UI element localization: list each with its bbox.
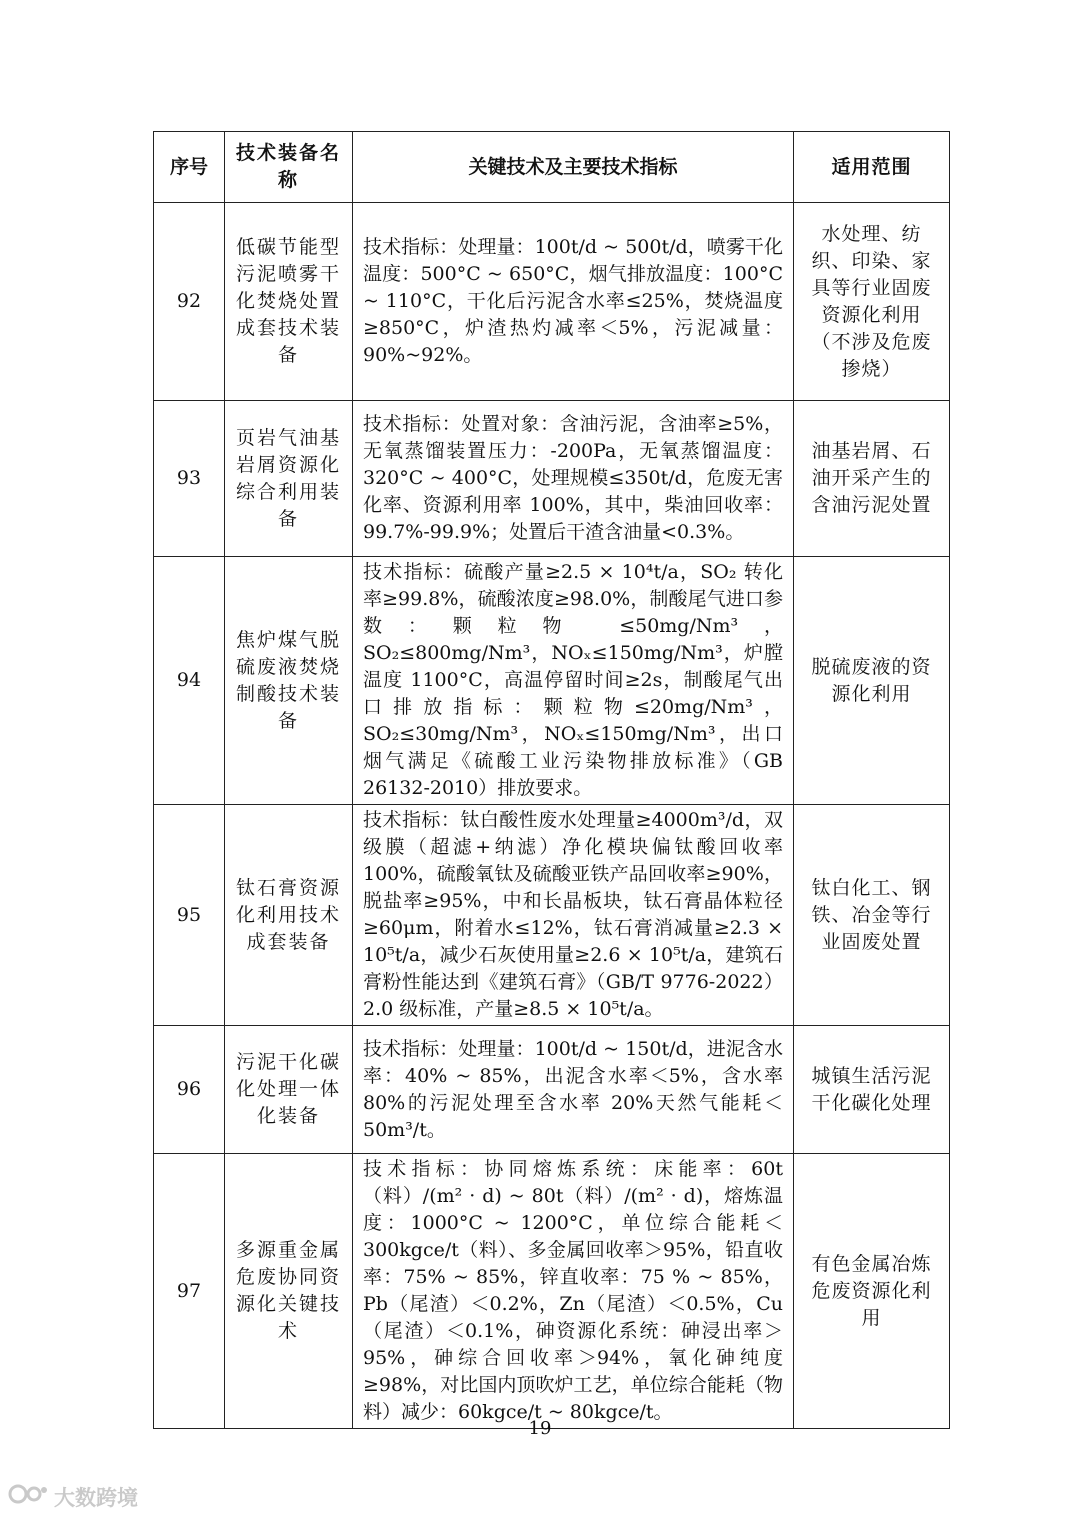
row-key-tech: 技术指标：协同熔炼系统：床能率：60t（料）/(m² · d) ~ 80t（料）/(m² · d)，熔炼温度：1000°C ~ 1200°C，单位综合能耗＜300kgce/t（料）、多金属回收率＞95%，铅直收率：75% ~ 85%，锌直收率：75 % ~ 85%，Pb（尾渣）＜0.2%，Zn（尾渣）＜0.5%，Cu（尾渣）＜0.1%，砷资源化系统：砷浸出率＞95%，砷综合回收率＞94%，氧化砷纯度≥98%，对比国内顶吹炉工艺，单位综合能耗（物料）减少：60kgce/t ~ 80kgce/t。: [353, 1154, 794, 1429]
row-scope: 有色金属冶炼危废资源化利用: [794, 1154, 950, 1429]
watermark: [8, 1480, 138, 1513]
row-equipment-name: 多源重金属危废协同资源化关键技术: [225, 1154, 353, 1429]
table-row: [154, 401, 950, 557]
row-scope: 钛白化工、钢铁、冶金等行业固废处置: [794, 805, 950, 1026]
row-equipment-name: 焦炉煤气脱硫废液焚烧制酸技术装备: [225, 557, 353, 805]
row-equipment-name: 低碳节能型污泥喷雾干化焚烧处置成套技术装备: [225, 203, 353, 401]
watermark-logo-icon: [8, 1480, 48, 1513]
table-row: [154, 805, 950, 1026]
row-equipment-name: 钛石膏资源化利用技术成套装备: [225, 805, 353, 1026]
header-equipment-name: 技术装备名称: [225, 132, 353, 203]
row-equipment-name: 页岩气油基岩屑资源化综合利用装备: [225, 401, 353, 557]
table-row: [154, 1154, 950, 1429]
header-seq: 序号: [154, 132, 225, 203]
row-key-tech: 技术指标：钛白酸性废水处理量≥4000m³/d，双级膜（超滤+纳滤）净化模块偏钛酸回收率 100%，硫酸氧钛及硫酸亚铁产品回收率≥90%，脱盐率≥95%，中和长晶板块，钛石膏晶体粒径≥60μm，附着水≤12%，钛石膏消减量≥2.3 × 10⁵t/a，减少石灰使用量≥2.6 × 10⁵t/a，建筑石膏粉性能达到《建筑石膏》（GB/T 9776-2022）2.0 级标准，产量≥8.5 × 10⁵t/a。: [353, 805, 794, 1026]
row-seq: 92: [154, 203, 225, 401]
row-seq: 97: [154, 1154, 225, 1429]
row-scope: 油基岩屑、石油开采产生的含油污泥处置: [794, 401, 950, 557]
row-key-tech: 技术指标：处置对象：含油污泥，含油率≥5%，无氧蒸馏装置压力：-200Pa，无氧蒸馏温度：320°C ~ 400°C，处理规模≤350t/d，危废无害化率、资源利用率 100%，其中，柴油回收率：99.7%-99.9%；处置后干渣含油量<0.3%。: [353, 401, 794, 557]
row-scope: 脱硫废液的资源化利用: [794, 557, 950, 805]
table-row: [154, 557, 950, 805]
table-row: [154, 1026, 950, 1154]
row-equipment-name: 污泥干化碳化处理一体化装备: [225, 1026, 353, 1154]
row-seq: 96: [154, 1026, 225, 1154]
table-row: [154, 203, 950, 401]
row-seq: 95: [154, 805, 225, 1026]
technology-table: [153, 131, 950, 1429]
row-seq: 93: [154, 401, 225, 557]
row-key-tech: 技术指标：硫酸产量≥2.5 × 10⁴t/a，SO₂ 转化率≥99.8%，硫酸浓度≥98.0%，制酸尾气进口参数：颗粒物 ≤50mg/Nm³，SO₂≤800mg/Nm³，NOₓ≤150mg/Nm³，炉膛温度 1100°C，高温停留时间≥2s，制酸尾气出口排放指标：颗粒物≤20mg/Nm³，SO₂≤30mg/Nm³，NOₓ≤150mg/Nm³，出口烟气满足《硫酸工业污染物排放标准》（GB 26132-2010）排放要求。: [353, 557, 794, 805]
row-seq: 94: [154, 557, 225, 805]
header-key-tech: 关键技术及主要技术指标: [353, 132, 794, 203]
header-scope: 适用范围: [794, 132, 950, 203]
row-scope: 城镇生活污泥干化碳化处理: [794, 1026, 950, 1154]
page-number: 19: [528, 1418, 552, 1439]
table-header-row: [154, 132, 950, 203]
row-key-tech: 技术指标：处理量：100t/d ~ 500t/d，喷雾干化温度：500°C ~ 650°C，烟气排放温度：100°C ~ 110°C，干化后污泥含水率≤25%，焚烧温度≥850°C，炉渣热灼减率＜5%，污泥减量：90%~92%。: [353, 203, 794, 401]
row-key-tech: 技术指标：处理量：100t/d ~ 150t/d，进泥含水率：40% ~ 85%，出泥含水率＜5%，含水率 80%的污泥处理至含水率 20%天然气能耗＜50m³/t。: [353, 1026, 794, 1154]
row-scope: 水处理、纺织、印染、家具等行业固废资源化利用（不涉及危废掺烧）: [794, 203, 950, 401]
watermark-text: 大数跨境: [54, 1485, 138, 1510]
